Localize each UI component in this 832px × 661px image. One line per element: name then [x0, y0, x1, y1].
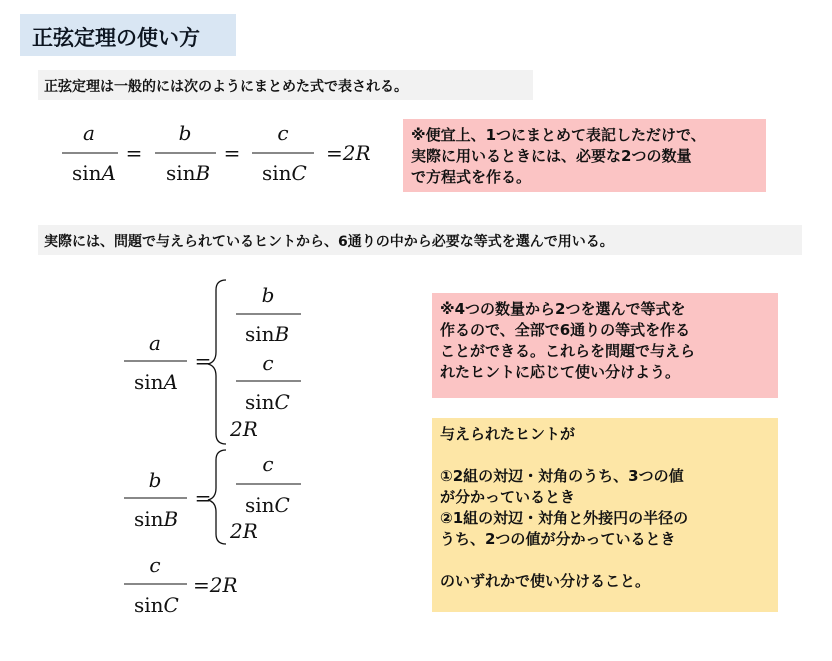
numerator-b: b [261, 283, 275, 307]
equals-sign: = [194, 349, 212, 373]
denominator-sinC: sinC [134, 593, 179, 617]
denominator-sinB: sinB [134, 507, 179, 531]
numerator-a: a [149, 331, 161, 355]
note-line: 作るので、全部で6通りの等式を作る [440, 321, 691, 339]
numerator-b: b [148, 468, 162, 492]
numerator-a: a [83, 121, 95, 145]
note-line: れたヒントに応じて使い分けよう。 [440, 363, 681, 381]
note-line: のいずれかで使い分けること。 [440, 572, 651, 590]
numerator-b: b [178, 121, 192, 145]
numerator-c: c [262, 351, 274, 375]
denominator-sinB: sinB [245, 322, 290, 346]
numerator-c: c [277, 121, 289, 145]
equals-2R: =2R [326, 141, 371, 165]
note-line: ※便宜上、1つにまとめて表記しただけで、 [411, 126, 706, 144]
note-line: が分かっているとき [440, 488, 576, 506]
equation-group-c [124, 553, 238, 617]
equals-sign: = [223, 141, 241, 165]
term-2R: 2R [230, 417, 258, 441]
numerator-c: c [149, 553, 161, 577]
note-line: ことができる。これらを問題で与えら [440, 342, 696, 360]
denominator-sinB: sinB [166, 161, 211, 185]
denominator-sinA: sinA [134, 370, 178, 394]
equals-sign: = [194, 486, 212, 510]
note-line: ②1組の対辺・対角と外接円の半径の [440, 509, 689, 527]
page-title: 正弦定理の使い方 [20, 14, 236, 56]
equals-sign: = [125, 141, 143, 165]
note-line: で方程式を作る。 [411, 168, 532, 186]
note-line: 実際に用いるときには、必要な2つの数量 [411, 147, 692, 165]
term-2R: 2R [230, 519, 258, 543]
denominator-sinA: sinA [72, 161, 116, 185]
denominator-sinC: sinC [262, 161, 307, 185]
note-line: ※4つの数量から2つを選んで等式を [440, 300, 686, 318]
usage-text: 実際には、問題で与えられているヒントから、6通りの中から必要な等式を選んで用いる。 [38, 225, 802, 255]
note-line: 与えられたヒントが [440, 425, 576, 443]
denominator-sinC: sinC [245, 493, 290, 517]
numerator-c: c [262, 452, 274, 476]
sine-law-formula [62, 121, 371, 185]
equation-group-a [124, 280, 301, 444]
denominator-sinC: sinC [245, 390, 290, 414]
note-line: うち、2つの値が分かっているとき [440, 530, 676, 548]
note-line: ①2組の対辺・対角のうち、3つの値 [440, 467, 684, 485]
equals-2R: =2R [193, 573, 238, 597]
equation-group-b [124, 450, 301, 544]
intro-text: 正弦定理は一般的には次のようにまとめた式で表される。 [38, 70, 533, 100]
